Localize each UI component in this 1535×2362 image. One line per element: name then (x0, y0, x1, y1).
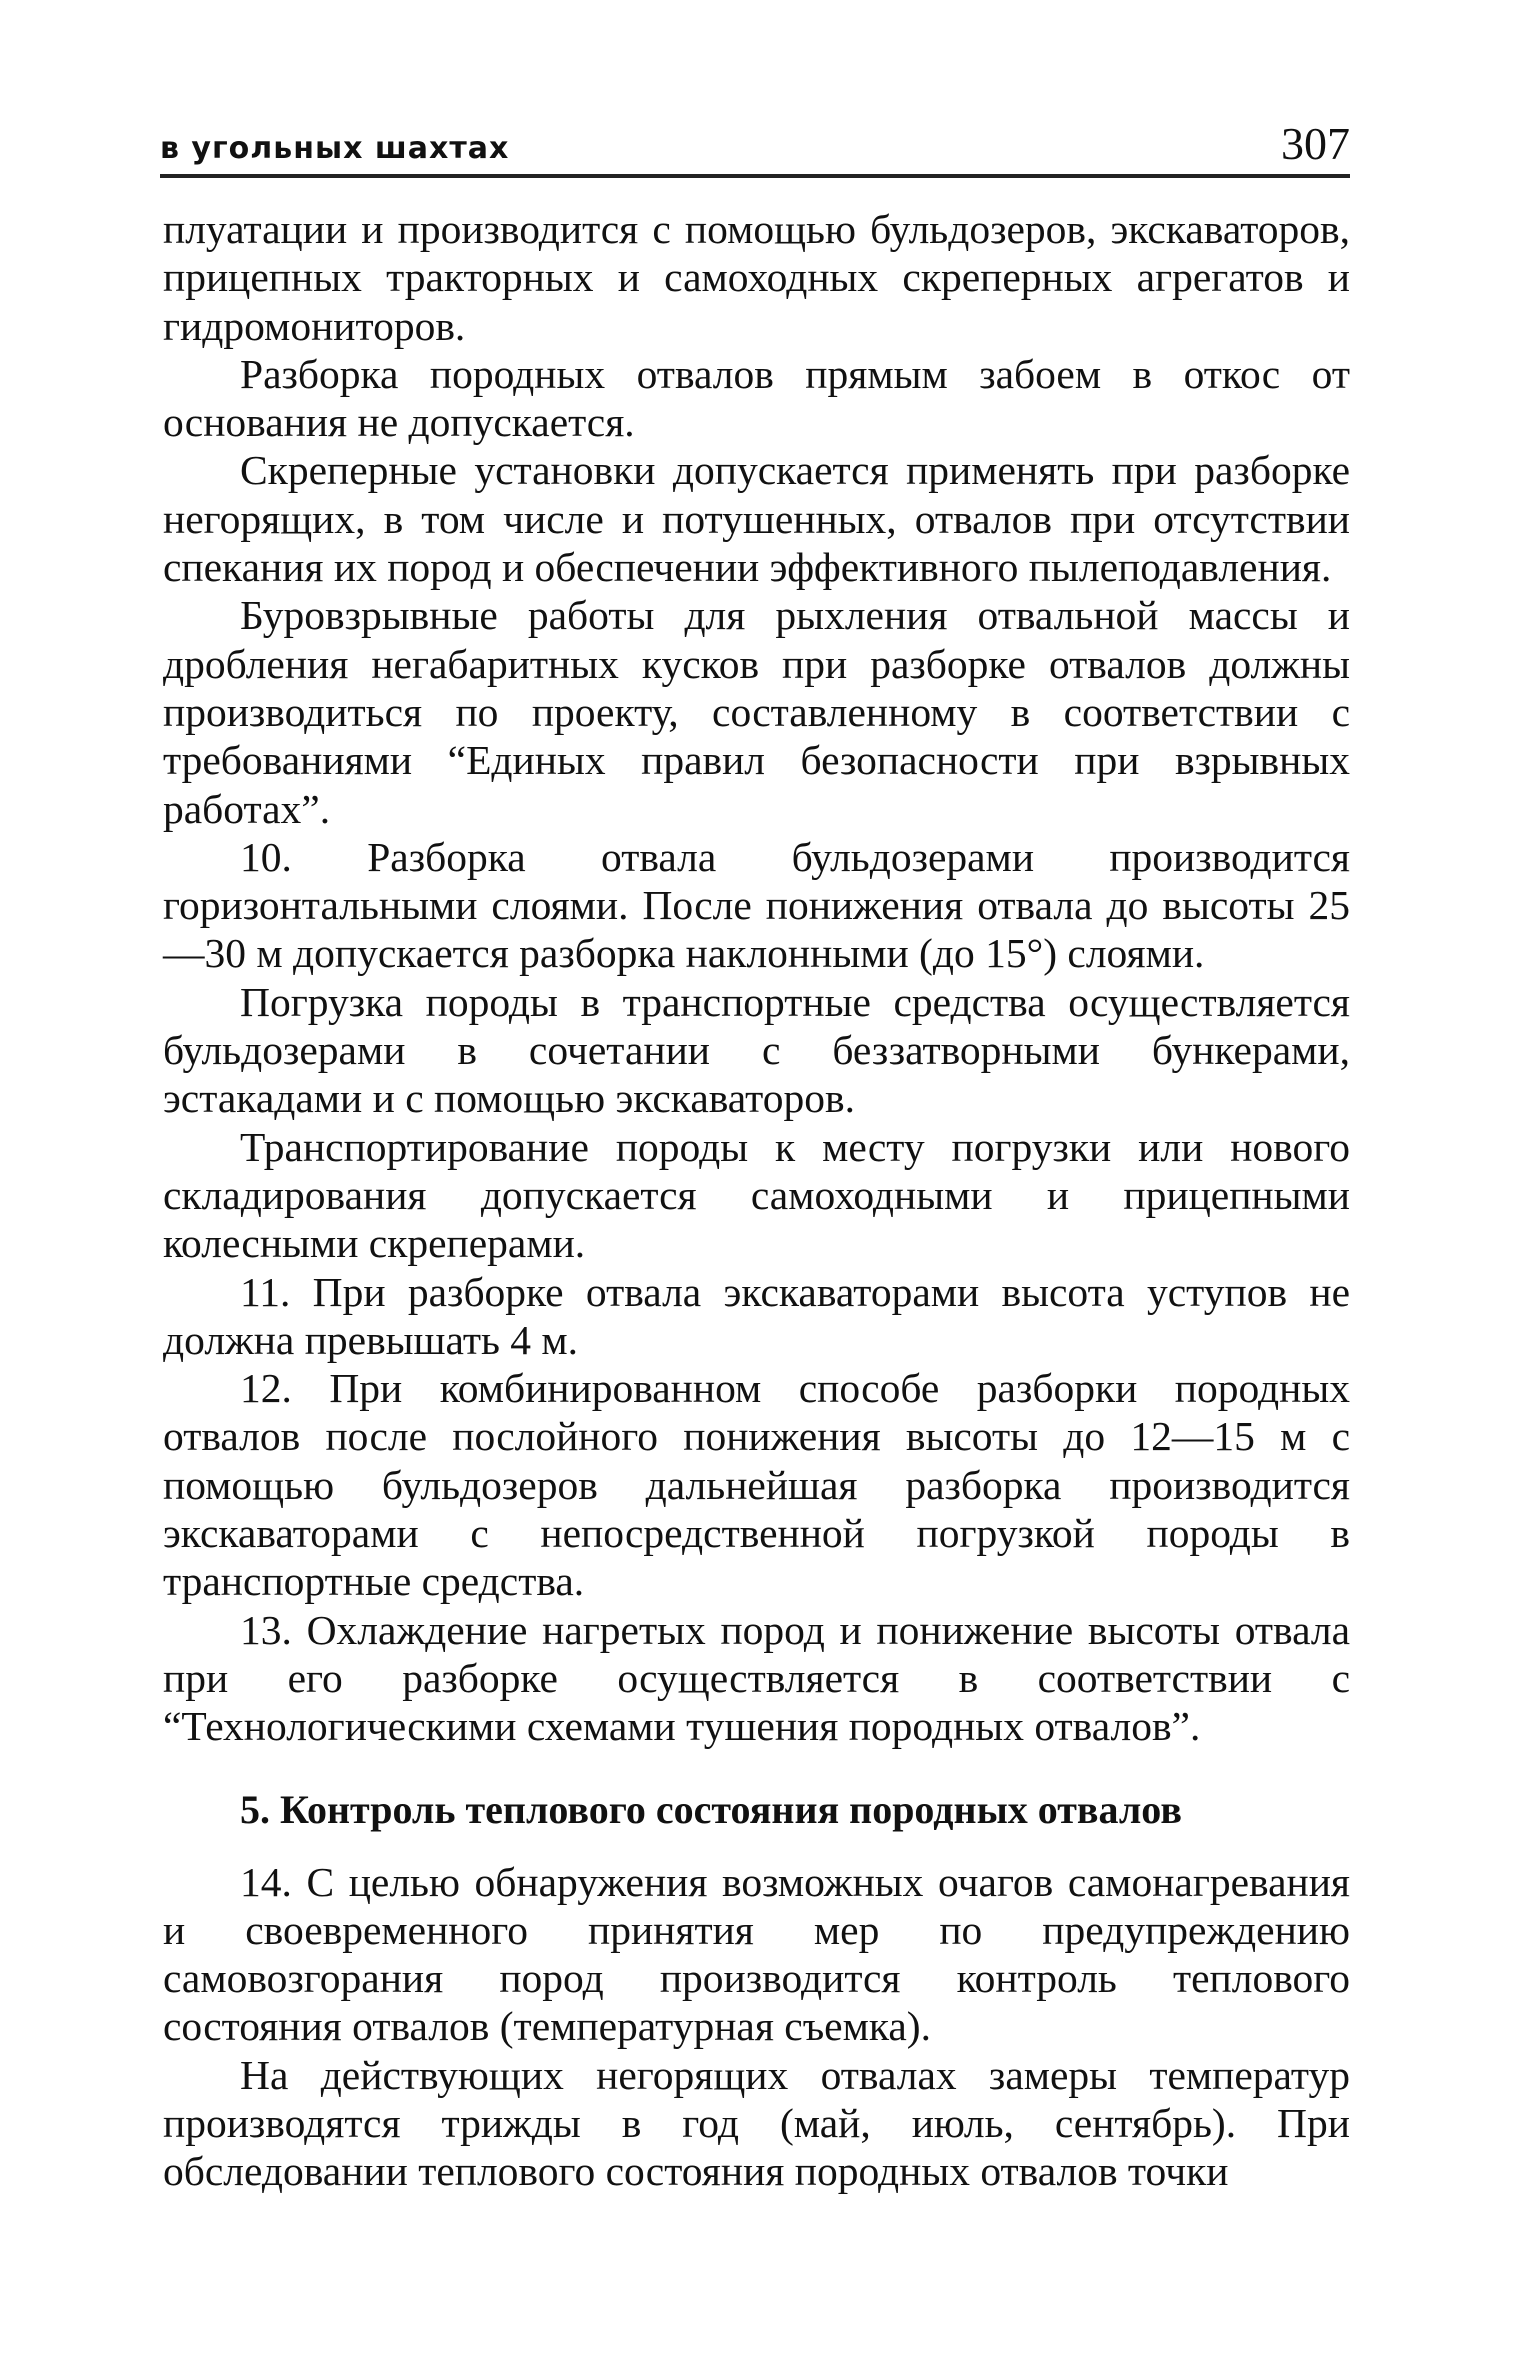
paragraph-continued: плуатации и производится с помощью бульдозеров, экскаваторов, прицепных тракторных и самоходных скреперных агрегатов и гидромониторов. (163, 206, 1350, 349)
page-body (163, 205, 1350, 2196)
header-rule (160, 174, 1350, 178)
paragraph-item-12: 12. При комбинированном способе разборки породных отвалов после послойного понижения высоты до 12—15 м с помощью бульдозеров дальнейшая разборка производится экскаваторами с непосредственной погрузкой породы в транспортные средства. (163, 1365, 1350, 1605)
running-head: в угольных шахтах (160, 131, 510, 166)
paragraph-item-13: 13. Охлаждение нагретых пород и понижение высоты отвала при его разборке осуществляется в соответствии с “Технологическими схемами тушения породных отвалов”. (163, 1606, 1350, 1750)
paragraph: Погрузка породы в транспортные средства осуществляется бульдозерами в сочетании с беззатворными бункерами, эстакадами и с помощью экскаваторов. (163, 978, 1350, 1122)
paragraph-item-14: 14. С целью обнаружения возможных очагов самонагревания и своевременного принятия мер по предупреждению самовозгорания пород производится контроль теплового состояния отвалов (температурная съемка). (163, 1858, 1350, 2050)
page-header (160, 108, 1350, 178)
paragraph: Буровзрывные работы для рыхления отвальной массы и дробления негабаритных кусков при разборке отвалов должны производиться по проекту, составленному в соответствии с требованиями “Единых правил безопасности при взрывных работах”. (163, 592, 1350, 832)
paragraph-item-11: 11. При разборке отвала экскаваторами высота уступов не должна превышать 4 м. (163, 1268, 1350, 1363)
paragraph: Скреперные установки допускается применять при разборке негорящих, в том числе и потушенных, отвалов при отсутствии спекания их пород и обеспечении эффективного пылеподавления. (163, 447, 1350, 591)
paragraph: Транспортирование породы к месту погрузки или нового складирования допускается самоходными и прицепными колесными скреперами. (163, 1123, 1350, 1267)
paragraph: Разборка породных отвалов прямым забоем в откос от основания не допускается. (163, 350, 1350, 446)
paragraph-item-10: 10. Разборка отвала бульдозерами производится горизонтальными слоями. После понижения отвала до высоты 25—30 м допускается разборка наклонными (до 15°) слоями. (163, 833, 1350, 977)
section-heading: 5. Контроль теплового состояния породных отвалов (240, 1786, 1182, 1832)
paragraph: На действующих негорящих отвалах замеры температур производятся трижды в год (май, июль, сентябрь). При обследовании теплового состояния породных отвалов точки (163, 2051, 1350, 2195)
page-number: 307 (1281, 118, 1350, 169)
